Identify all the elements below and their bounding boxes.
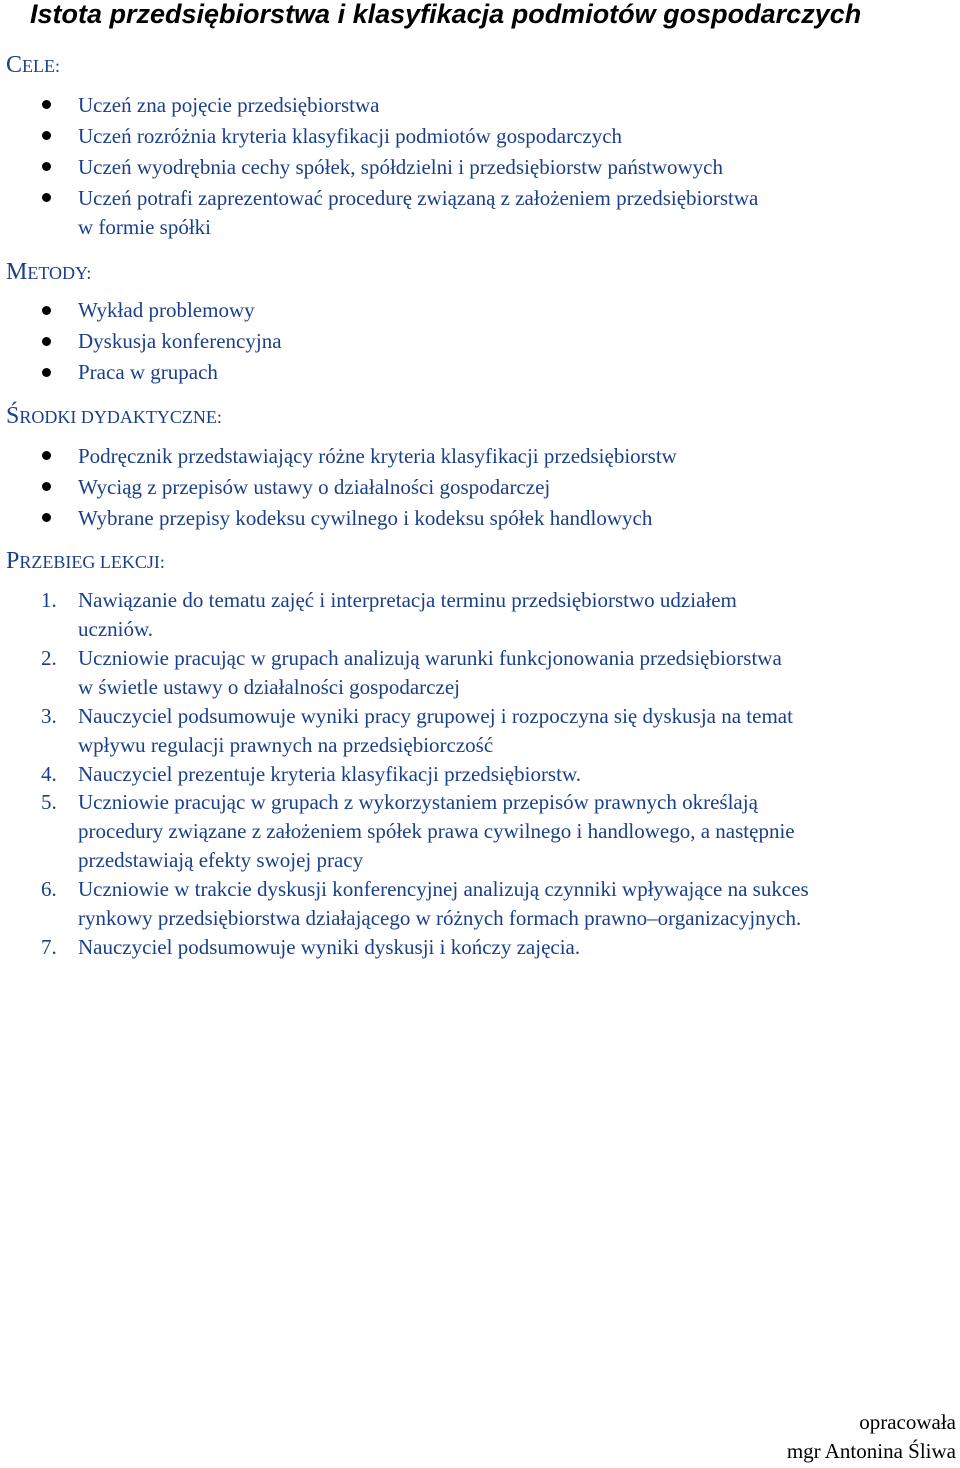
step-text: Nauczyciel podsumowuje wyniki pracy grupowej i rozpoczyna się dyskusja na temat (78, 704, 793, 728)
bullet-icon (42, 482, 51, 491)
author-name: mgr Antonina Śliwa (786, 1439, 956, 1463)
step-text: uczniów. (78, 617, 154, 641)
bullet-icon (42, 368, 51, 377)
step-number: 1. (41, 588, 57, 612)
bullet-icon (42, 451, 51, 460)
bullet-icon (42, 131, 51, 140)
section-heading-metody (6, 260, 91, 285)
step-number: 6. (41, 877, 57, 901)
list-item: Wyciąg z przepisów ustawy o działalności gospodarczej (78, 475, 551, 499)
bullet-icon (42, 193, 51, 202)
list-item: Wybrane przepisy kodeksu cywilnego i kodeksu spółek handlowych (78, 506, 653, 530)
heading-rest: ELE: (22, 56, 61, 76)
bullet-icon (42, 337, 51, 346)
step-number: 7. (41, 935, 57, 959)
step-number: 5. (41, 790, 57, 814)
heading-initial: Ś (6, 403, 20, 429)
section-heading-cele (6, 53, 60, 78)
bullet-icon (42, 513, 51, 522)
step-number: 3. (41, 704, 57, 728)
heading-rest: RODKI DYDAKTYCZNE: (19, 407, 222, 427)
bullet-icon (42, 100, 51, 109)
list-item: Podręcznik przedstawiający różne kryteria klasyfikacji przedsiębiorstw (78, 444, 677, 468)
heading-initial: P (6, 548, 20, 574)
bullet-icon (42, 162, 51, 171)
step-text: Nawiązanie do tematu zajęć i interpretacja terminu przedsiębiorstwo udziałem (78, 588, 737, 612)
step-text: Uczniowie w trakcie dyskusji konferencyjnej analizują czynniki wpływające na sukces (78, 877, 809, 901)
heading-initial: M (6, 259, 28, 285)
list-item: Uczeń potrafi zaprezentować procedurę związaną z założeniem przedsiębiorstwa (78, 186, 759, 210)
step-text: rynkowy przedsiębiorstwa działającego w różnych formach prawno–organizacyjnych. (78, 906, 802, 930)
step-text: Uczniowie pracując w grupach z wykorzystaniem przepisów prawnych określają (78, 790, 758, 814)
list-item: Uczeń rozróżnia kryteria klasyfikacji podmiotów gospodarczych (78, 124, 623, 148)
bullet-icon (42, 306, 51, 315)
step-text: przedstawiają efekty swojej pracy (78, 848, 364, 872)
heading-rest: ETODY: (27, 263, 92, 283)
step-number: 4. (41, 762, 57, 786)
step-text: w świetle ustawy o działalności gospodarczej (78, 675, 460, 699)
list-item: Wykład problemowy (78, 298, 255, 322)
step-text: Nauczyciel prezentuje kryteria klasyfikacji przedsiębiorstw. (78, 762, 581, 786)
document-title: Istota przedsiębiorstwa i klasyfikacja podmiotów gospodarczych (30, 0, 862, 29)
list-item-continuation: w formie spółki (78, 215, 211, 239)
heading-rest: RZEBIEG LEKCJI: (19, 552, 165, 572)
step-text: Nauczyciel podsumowuje wyniki dyskusji i kończy zajęcia. (78, 935, 581, 959)
step-text: procedury związane z założeniem spółek prawa cywilnego i handlowego, a następnie (78, 819, 795, 843)
section-heading-srodki (6, 404, 222, 429)
list-item: Praca w grupach (78, 360, 218, 384)
list-item: Uczeń zna pojęcie przedsiębiorstwa (78, 93, 380, 117)
author-label: opracowała (859, 1410, 956, 1434)
step-text: wpływu regulacji prawnych na przedsiębiorczość (78, 733, 494, 757)
heading-initial: C (6, 52, 23, 78)
step-text: Uczniowie pracując w grupach analizują warunki funkcjonowania przedsiębiorstwa (78, 646, 782, 670)
step-number: 2. (41, 646, 57, 670)
list-item: Dyskusja konferencyjna (78, 329, 282, 353)
section-heading-przebieg (6, 549, 165, 574)
list-item: Uczeń wyodrębnia cechy spółek, spółdzielni i przedsiębiorstw państwowych (78, 155, 723, 179)
